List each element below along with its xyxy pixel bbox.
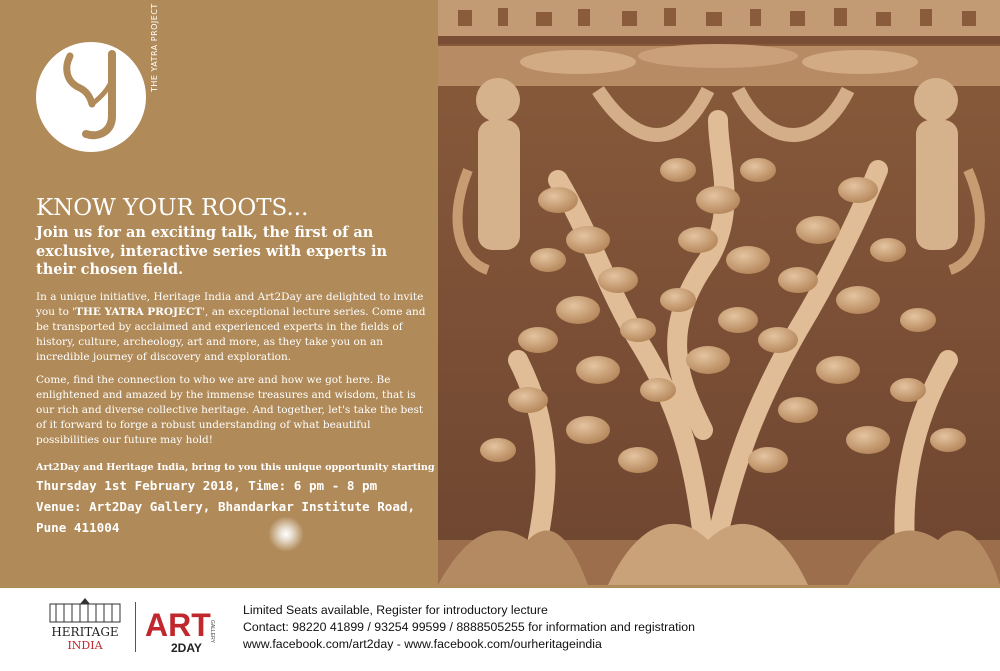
intro-paragraph-start: In a unique initiative, Heritage India and Art2Day are delighted to invite you to ' bbox=[36, 290, 424, 318]
facebook-links[interactable]: www.facebook.com/art2day - www.facebook.com/ourheritageindia bbox=[243, 637, 602, 651]
heritage-logo-line2: INDIA bbox=[67, 639, 103, 652]
heritage-india-logo bbox=[40, 596, 130, 656]
event-venue-city: Pune 411004 bbox=[36, 519, 120, 535]
logo-vertical-text: THE YATRA PROJECT bbox=[150, 3, 159, 92]
contact-numbers: Contact: 98220 41899 / 93254 99599 / 8888505255 for information and registration bbox=[243, 620, 695, 634]
carving-illustration bbox=[438, 0, 1000, 585]
event-date-time: Thursday 1st February 2018, Time: 6 pm - 8 pm bbox=[36, 477, 378, 493]
connection-paragraph: Come, find the connection to who we are and how we got here. Be enlightened and amazed by the immense treasures and wisdom, that is our rich and diverse collective heritage. And together, let's take the best of it forward to forge a robust understanding of what beautiful possibilities our future may hold! bbox=[36, 373, 424, 447]
logo-divider bbox=[135, 602, 136, 652]
footer bbox=[0, 588, 1000, 671]
intro-paragraph bbox=[36, 290, 428, 366]
event-description bbox=[36, 194, 435, 537]
project-name: THE YATRA PROJECT bbox=[75, 305, 203, 318]
page-title: KNOW YOUR ROOTS... bbox=[36, 195, 309, 221]
art2day-logo-icon bbox=[143, 598, 215, 660]
stone-carving-tree-image bbox=[438, 0, 1000, 585]
art2day-logo-day: 2DAY bbox=[171, 641, 202, 655]
art2day-logo bbox=[143, 598, 215, 660]
seats-notice: Limited Seats available, Register for introductory lecture bbox=[243, 603, 548, 617]
art2day-logo-small: GALLERY bbox=[209, 620, 215, 643]
yatra-project-logo-icon bbox=[56, 46, 128, 142]
art2day-logo-art: ART bbox=[145, 607, 211, 643]
heritage-building-icon bbox=[40, 596, 130, 656]
footer-contact bbox=[243, 602, 695, 653]
subheading: Join us for an exciting talk, the first of an exclusive, interactive series with experts in their chosen field. bbox=[36, 224, 387, 278]
light-glow bbox=[268, 516, 304, 552]
yatra-project-logo bbox=[36, 3, 159, 152]
intro-paragraph-end: ', an exceptional lecture series. Come and be transported by acclaimed and experienced experts in the fields of history, culture, archeology, art and more, as they take you on an incredible journey of discovery and exploration. bbox=[36, 305, 426, 364]
event-venue: Venue: Art2Day Gallery, Bhandarkar Institute Road, bbox=[36, 498, 416, 514]
heritage-logo-line1: HERITAGE bbox=[51, 625, 119, 639]
opportunity-intro: Art2Day and Heritage India, bring to you this unique opportunity starting bbox=[36, 461, 435, 473]
